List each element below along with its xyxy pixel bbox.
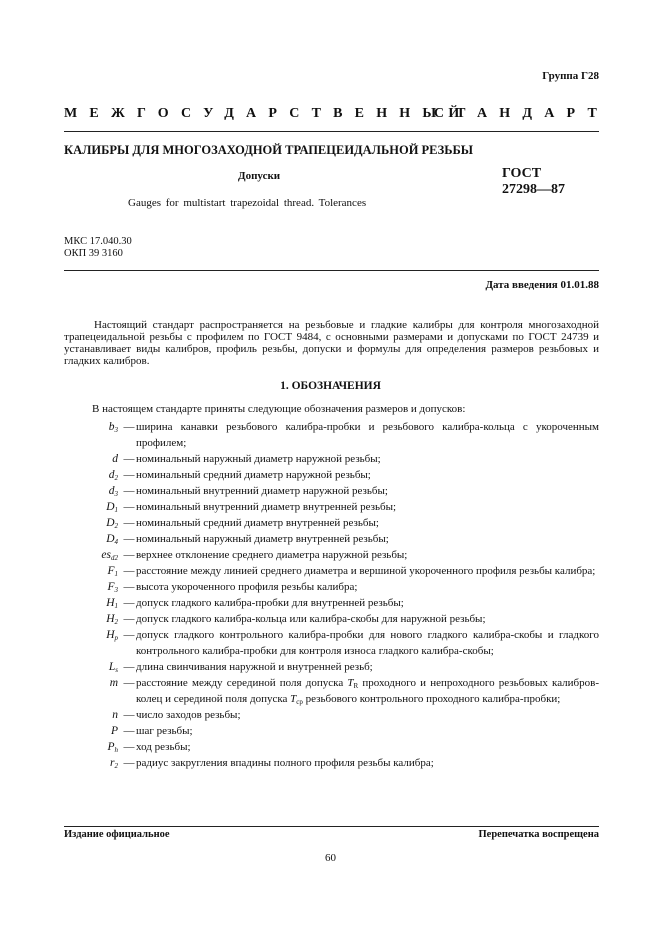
symbol-definition bbox=[64, 483, 599, 499]
okp-code: ОКП 39 3160 bbox=[64, 248, 123, 259]
dash-separator: — bbox=[123, 469, 135, 481]
dash-separator: — bbox=[123, 453, 135, 465]
definition-text: номинальный средний диаметр внутренней резьбы; bbox=[136, 517, 379, 529]
definition-text: расстояние между серединой поля допуска $T_R$ проходного и непроходного резьбовых калибров-колец и серединой поля допуска $T_{cp}$ резьбового контрольного проходного калибра-пробки; bbox=[136, 677, 599, 706]
symbol: $d_3$ bbox=[108, 485, 118, 498]
symbol: $F_3$ bbox=[107, 581, 118, 594]
definition-text: допуск гладкого калибра-пробки для внутренней резьбы; bbox=[136, 597, 404, 609]
symbol: d bbox=[112, 453, 118, 465]
dash-separator: — bbox=[123, 661, 135, 673]
dash-separator: — bbox=[123, 757, 135, 769]
intro-paragraph: Настоящий стандарт распространяется на резьбовые и гладкие калибры для контроля многозаходной трапецеидальной резьбы с профилем по ГОСТ 9484, с основными размерами и допусками по ГОСТ 24739 и устанавливает виды калибров, профиль резьбы, допуски и формулы для определения размеров резьбовых и гладких калибров. bbox=[64, 319, 599, 367]
dash-separator: — bbox=[123, 741, 135, 753]
symbol-definition bbox=[64, 595, 599, 611]
dash-separator: — bbox=[123, 677, 135, 689]
definition-text: шаг резьбы; bbox=[136, 725, 193, 737]
definition-text: допуск гладкого контрольного калибра-пробки для нового гладкого калибра-скобы и гладкого контрольного калибра-пробки для контроля износа гладкого калибра-скобы; bbox=[136, 629, 599, 657]
section-lead: В настоящем стандарте приняты следующие обозначения размеров и допусков: bbox=[92, 403, 466, 415]
symbol-definition bbox=[64, 659, 599, 675]
dash-separator: — bbox=[123, 533, 135, 545]
group-code: Группа Г28 bbox=[542, 70, 599, 82]
document-title: КАЛИБРЫ ДЛЯ МНОГОЗАХОДНОЙ ТРАПЕЦЕИДАЛЬНОЙ РЕЗЬБЫ bbox=[64, 143, 474, 157]
definition-text: ширина канавки резьбового калибра-пробки и резьбового калибра-кольца с укороченным профилем; bbox=[136, 421, 599, 449]
gost-code: 27298—87 bbox=[502, 182, 565, 197]
definition-text: допуск гладкого калибра-кольца или калибра-скобы для наружной резьбы; bbox=[136, 613, 486, 625]
symbol-definition bbox=[64, 579, 599, 595]
definition-text: номинальный наружный диаметр внутренней резьбы; bbox=[136, 533, 389, 545]
symbol: $D_1$ bbox=[106, 501, 118, 514]
gost-number bbox=[502, 166, 565, 198]
dash-separator: — bbox=[123, 725, 135, 737]
symbol: $H_p$ bbox=[106, 629, 118, 642]
dash-separator: — bbox=[123, 421, 135, 433]
dash-separator: — bbox=[123, 549, 135, 561]
symbol-definition bbox=[64, 611, 599, 627]
symbol: $b_3$ bbox=[108, 421, 118, 434]
definition-text: радиус закругления впадины полного профиля резьбы калибра; bbox=[136, 757, 434, 769]
symbol-definition bbox=[64, 563, 599, 579]
symbol: $H_2$ bbox=[106, 613, 118, 626]
definition-text: номинальный внутренний диаметр наружной резьбы; bbox=[136, 485, 388, 497]
symbol-definition bbox=[64, 531, 599, 547]
dash-separator: — bbox=[123, 565, 135, 577]
definition-text: верхнее отклонение среднего диаметра наружной резьбы; bbox=[136, 549, 408, 561]
gost-label: ГОСТ bbox=[502, 166, 542, 181]
top-rule bbox=[64, 131, 599, 132]
symbol: $H_1$ bbox=[106, 597, 118, 610]
definition-text: длина свинчивания наружной и внутренней резьб; bbox=[136, 661, 373, 673]
symbol: P bbox=[110, 725, 118, 737]
symbol-definition bbox=[64, 547, 599, 563]
symbol: $P_h$ bbox=[107, 741, 118, 754]
official-edition: Издание официальное bbox=[64, 829, 170, 840]
symbol-definition bbox=[64, 451, 599, 467]
symbol: $es_{d2}$ bbox=[101, 549, 118, 562]
dash-separator: — bbox=[123, 629, 135, 641]
symbol: n bbox=[112, 709, 118, 721]
symbol-definition bbox=[64, 675, 599, 707]
symbol-definition bbox=[64, 467, 599, 483]
symbol-definition bbox=[64, 627, 599, 659]
dash-separator: — bbox=[123, 581, 135, 593]
dash-separator: — bbox=[123, 517, 135, 529]
dash-separator: — bbox=[123, 613, 135, 625]
symbol-definition bbox=[64, 515, 599, 531]
reprint-prohibited: Перепечатка воспрещена bbox=[478, 829, 599, 840]
section-heading: 1. ОБОЗНАЧЕНИЯ bbox=[280, 380, 381, 392]
mks-code: МКС 17.040.30 bbox=[64, 236, 132, 247]
symbol-definition bbox=[64, 419, 599, 451]
dash-separator: — bbox=[123, 597, 135, 609]
symbol-definition bbox=[64, 739, 599, 755]
definition-text: номинальный средний диаметр наружной резьбы; bbox=[136, 469, 371, 481]
symbol-definition bbox=[64, 755, 599, 771]
symbol: m bbox=[109, 677, 118, 689]
definition-text: расстояние между линией среднего диаметра и вершиной укороченного профиля резьбы калибра; bbox=[136, 565, 596, 577]
symbol: $r_2$ bbox=[110, 757, 118, 770]
english-title: Gauges for multistart trapezoidal thread. Tolerances bbox=[128, 197, 367, 209]
dash-separator: — bbox=[123, 709, 135, 721]
definition-text: номинальный наружный диаметр наружной резьбы; bbox=[136, 453, 381, 465]
header-rule bbox=[64, 270, 599, 271]
document-subtitle: Допуски bbox=[238, 170, 281, 182]
definition-text: число заходов резьбы; bbox=[136, 709, 241, 721]
symbol-definition bbox=[64, 723, 599, 739]
definition-text: ход резьбы; bbox=[136, 741, 191, 753]
dash-separator: — bbox=[123, 501, 135, 513]
classification-codes bbox=[64, 236, 132, 260]
footer-rule bbox=[64, 826, 599, 827]
symbol: $F_1$ bbox=[107, 565, 118, 578]
interstate-standard-heading bbox=[64, 106, 609, 124]
introduction-date: Дата введения 01.01.88 bbox=[485, 279, 599, 291]
interstate-word: МЕЖГОСУДАРСТВЕННЫЙ bbox=[64, 106, 472, 121]
standard-word: СТАНДАРТ bbox=[433, 106, 609, 121]
definition-text: высота укороченного профиля резьбы калибра; bbox=[136, 581, 358, 593]
symbol: $D_2$ bbox=[106, 517, 118, 530]
page-number: 60 bbox=[325, 852, 336, 864]
symbol: $d_2$ bbox=[108, 469, 118, 482]
symbol: $D_4$ bbox=[106, 533, 118, 546]
symbols-list bbox=[64, 419, 599, 771]
symbol: $L_s$ bbox=[108, 661, 118, 674]
definition-text: номинальный внутренний диаметр внутренней резьбы; bbox=[136, 501, 397, 513]
dash-separator: — bbox=[123, 485, 135, 497]
symbol-definition bbox=[64, 707, 599, 723]
symbol-definition bbox=[64, 499, 599, 515]
